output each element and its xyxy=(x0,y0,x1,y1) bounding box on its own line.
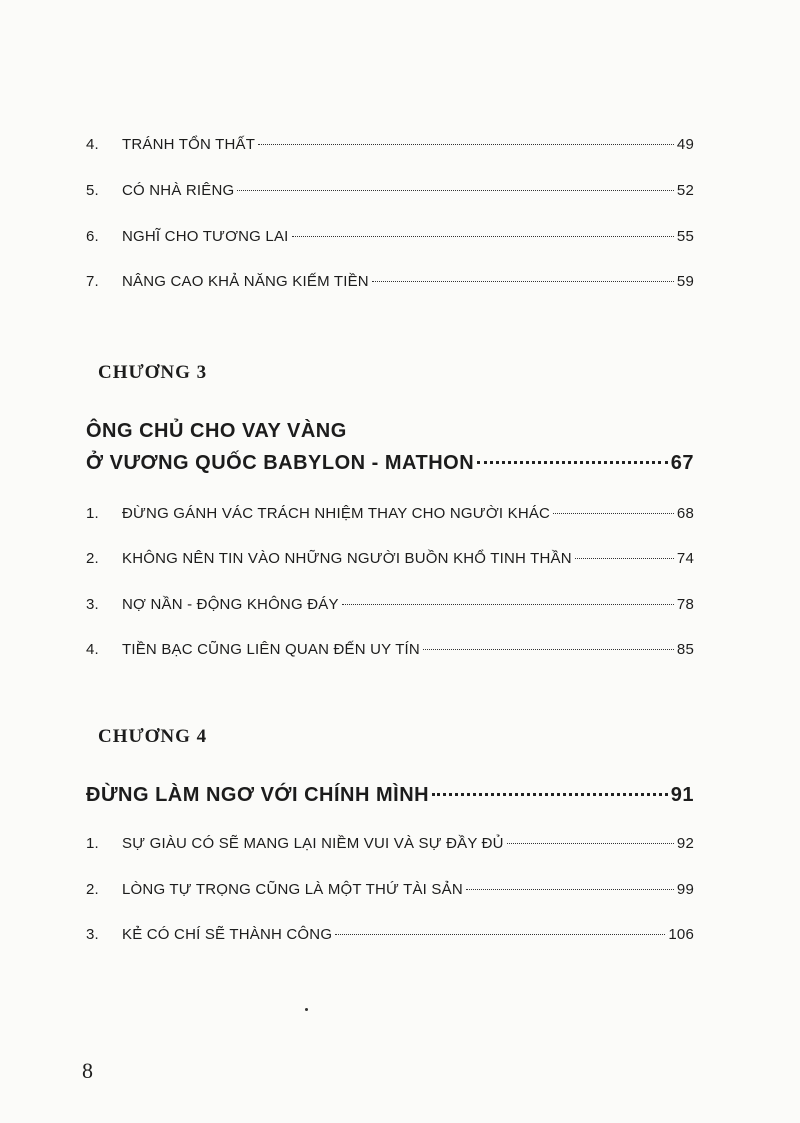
toc-entry xyxy=(86,505,694,529)
entry-page: 52 xyxy=(676,182,694,199)
toc-entry xyxy=(86,182,694,206)
entry-number: 1. xyxy=(86,835,99,852)
dot-leader xyxy=(423,649,674,650)
dot-leader xyxy=(292,236,674,237)
print-speck xyxy=(305,1008,308,1011)
toc-entry xyxy=(86,273,694,297)
entry-number: 7. xyxy=(86,273,99,290)
entry-number: 3. xyxy=(86,596,99,613)
entry-page: 78 xyxy=(676,596,694,613)
entry-title: TIỀN BẠC CŨNG LIÊN QUAN ĐẾN UY TÍN xyxy=(122,641,420,658)
page-number: 8 xyxy=(82,1058,93,1083)
entry-page: 49 xyxy=(676,136,694,153)
entry-number: 5. xyxy=(86,182,99,199)
entry-page: 68 xyxy=(676,505,694,522)
toc-entry xyxy=(86,228,694,252)
entry-title: NỢ NẦN - ĐỘNG KHÔNG ĐÁY xyxy=(122,596,339,613)
dot-leader xyxy=(553,513,674,514)
chapter-heading: ÔNG CHỦ CHO VAY VÀNG xyxy=(86,420,347,442)
toc-entry xyxy=(86,835,694,859)
dot-leader xyxy=(507,843,674,844)
chapter-label: CHƯƠNG 3 xyxy=(98,362,208,383)
dot-leader xyxy=(342,604,674,605)
entry-title: LÒNG TỰ TRỌNG CŨNG LÀ MỘT THỨ TÀI SẢN xyxy=(122,881,463,898)
entry-title: ĐỪNG GÁNH VÁC TRÁCH NHIỆM THAY CHO NGƯỜI KHÁC xyxy=(122,505,551,522)
chapter-heading-page: 91 xyxy=(670,784,694,806)
chapter-heading-page: 67 xyxy=(670,452,694,474)
toc-entry xyxy=(86,596,694,620)
dot-leader xyxy=(432,793,668,796)
entry-title: NGHĨ CHO TƯƠNG LAI xyxy=(122,228,289,245)
dot-leader xyxy=(575,558,674,559)
entry-page: 55 xyxy=(676,228,694,245)
entry-title: CÓ NHÀ RIÊNG xyxy=(122,182,235,199)
entry-page: 74 xyxy=(676,550,694,567)
entry-number: 4. xyxy=(86,136,99,153)
entry-page: 92 xyxy=(676,835,694,852)
entry-page: 85 xyxy=(676,641,694,658)
entry-number: 1. xyxy=(86,505,99,522)
dot-leader xyxy=(335,934,665,935)
entry-page: 99 xyxy=(676,881,694,898)
entry-number: 3. xyxy=(86,926,99,943)
entry-title: TRÁNH TỔN THẤT xyxy=(122,136,256,153)
dot-leader xyxy=(466,889,674,890)
dot-leader xyxy=(372,281,674,282)
entry-title: KẺ CÓ CHÍ SẼ THÀNH CÔNG xyxy=(122,926,333,943)
entry-number: 2. xyxy=(86,550,99,567)
toc-entry xyxy=(86,550,694,574)
dot-leader xyxy=(258,144,674,145)
entry-number: 4. xyxy=(86,641,99,658)
toc-entry xyxy=(86,136,694,160)
entry-page: 106 xyxy=(668,926,694,943)
toc-entry xyxy=(86,641,694,665)
entry-number: 6. xyxy=(86,228,99,245)
dot-leader xyxy=(477,461,668,464)
toc-entry xyxy=(86,881,694,905)
chapter-heading-line2: Ở VƯƠNG QUỐC BABYLON - MATHON xyxy=(86,452,475,474)
chapter-heading: ĐỪNG LÀM NGƠ VỚI CHÍNH MÌNH xyxy=(86,784,430,806)
chapter-heading-row xyxy=(86,452,694,482)
entry-page: 59 xyxy=(676,273,694,290)
chapter-label: CHƯƠNG 4 xyxy=(98,726,208,747)
entry-title: NÂNG CAO KHẢ NĂNG KIẾM TIỀN xyxy=(122,273,369,290)
entry-title: KHÔNG NÊN TIN VÀO NHỮNG NGƯỜI BUỒN KHỔ TINH THẦN xyxy=(122,550,572,567)
dot-leader xyxy=(237,190,673,191)
entry-number: 2. xyxy=(86,881,99,898)
toc-entry xyxy=(86,926,694,950)
chapter-heading-row xyxy=(86,784,694,814)
entry-title: SỰ GIÀU CÓ SẼ MANG LẠI NIỀM VUI VÀ SỰ ĐẦY ĐỦ xyxy=(122,835,504,852)
